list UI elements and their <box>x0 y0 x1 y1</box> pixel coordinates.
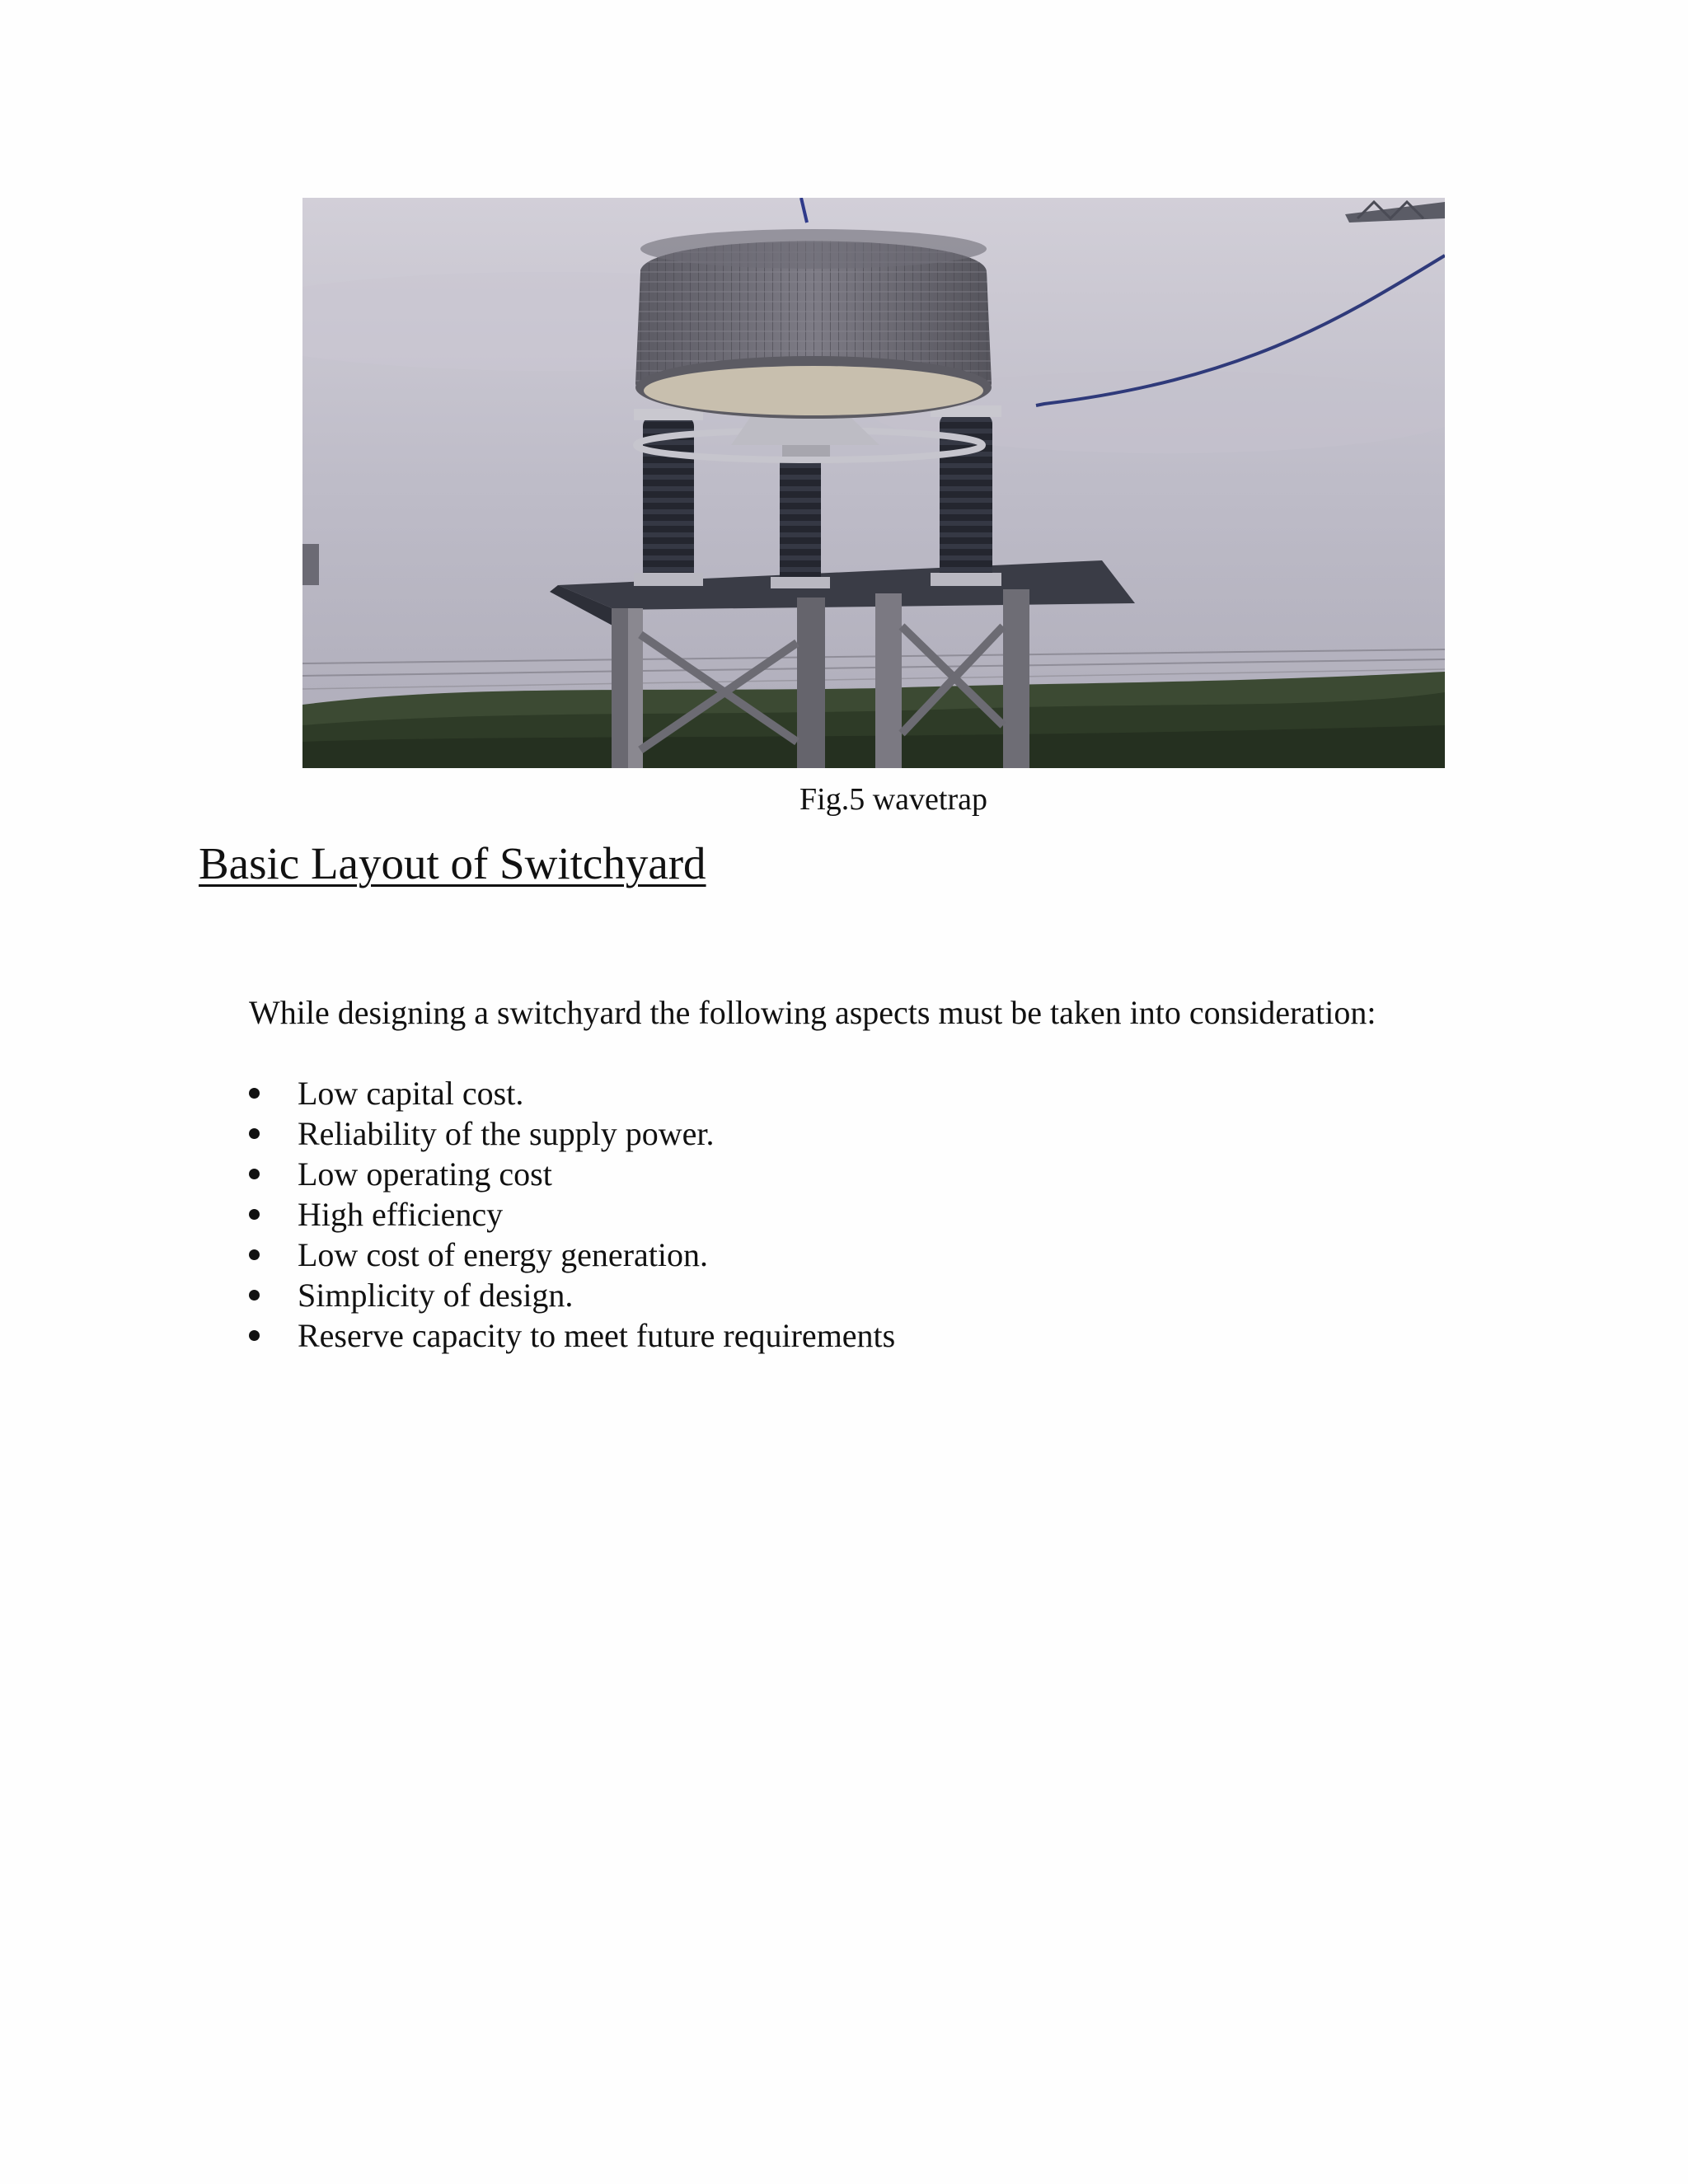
list-item <box>249 1235 895 1275</box>
considerations-list <box>249 1073 895 1356</box>
bullet-icon <box>249 1290 260 1301</box>
list-item <box>249 1073 895 1113</box>
list-item-text: Simplicity of design. <box>298 1277 574 1314</box>
list-item <box>249 1113 895 1154</box>
list-item <box>249 1194 895 1235</box>
wavetrap-photo <box>302 198 1445 768</box>
bullet-icon <box>249 1209 260 1220</box>
list-item-text: Low capital cost. <box>298 1075 524 1112</box>
figure-caption: Fig.5 wavetrap <box>799 782 987 817</box>
list-item-text: Reserve capacity to meet future requirements <box>298 1317 896 1354</box>
list-item <box>249 1275 895 1315</box>
list-item-text: Reliability of the supply power. <box>298 1115 715 1152</box>
bullet-icon <box>249 1088 260 1099</box>
bullet-icon <box>249 1249 260 1260</box>
list-item-text: Low cost of energy generation. <box>298 1236 708 1273</box>
section-heading: Basic Layout of Switchyard <box>199 838 706 888</box>
bullet-icon <box>249 1169 260 1179</box>
list-item <box>249 1154 895 1194</box>
intro-paragraph: While designing a switchyard the following aspects must be taken into consideration: <box>249 994 1376 1031</box>
list-item <box>249 1315 895 1356</box>
list-item-text: Low operating cost <box>298 1155 552 1193</box>
list-item-text: High efficiency <box>298 1196 504 1233</box>
bullet-icon <box>249 1128 260 1139</box>
bullet-icon <box>249 1330 260 1341</box>
